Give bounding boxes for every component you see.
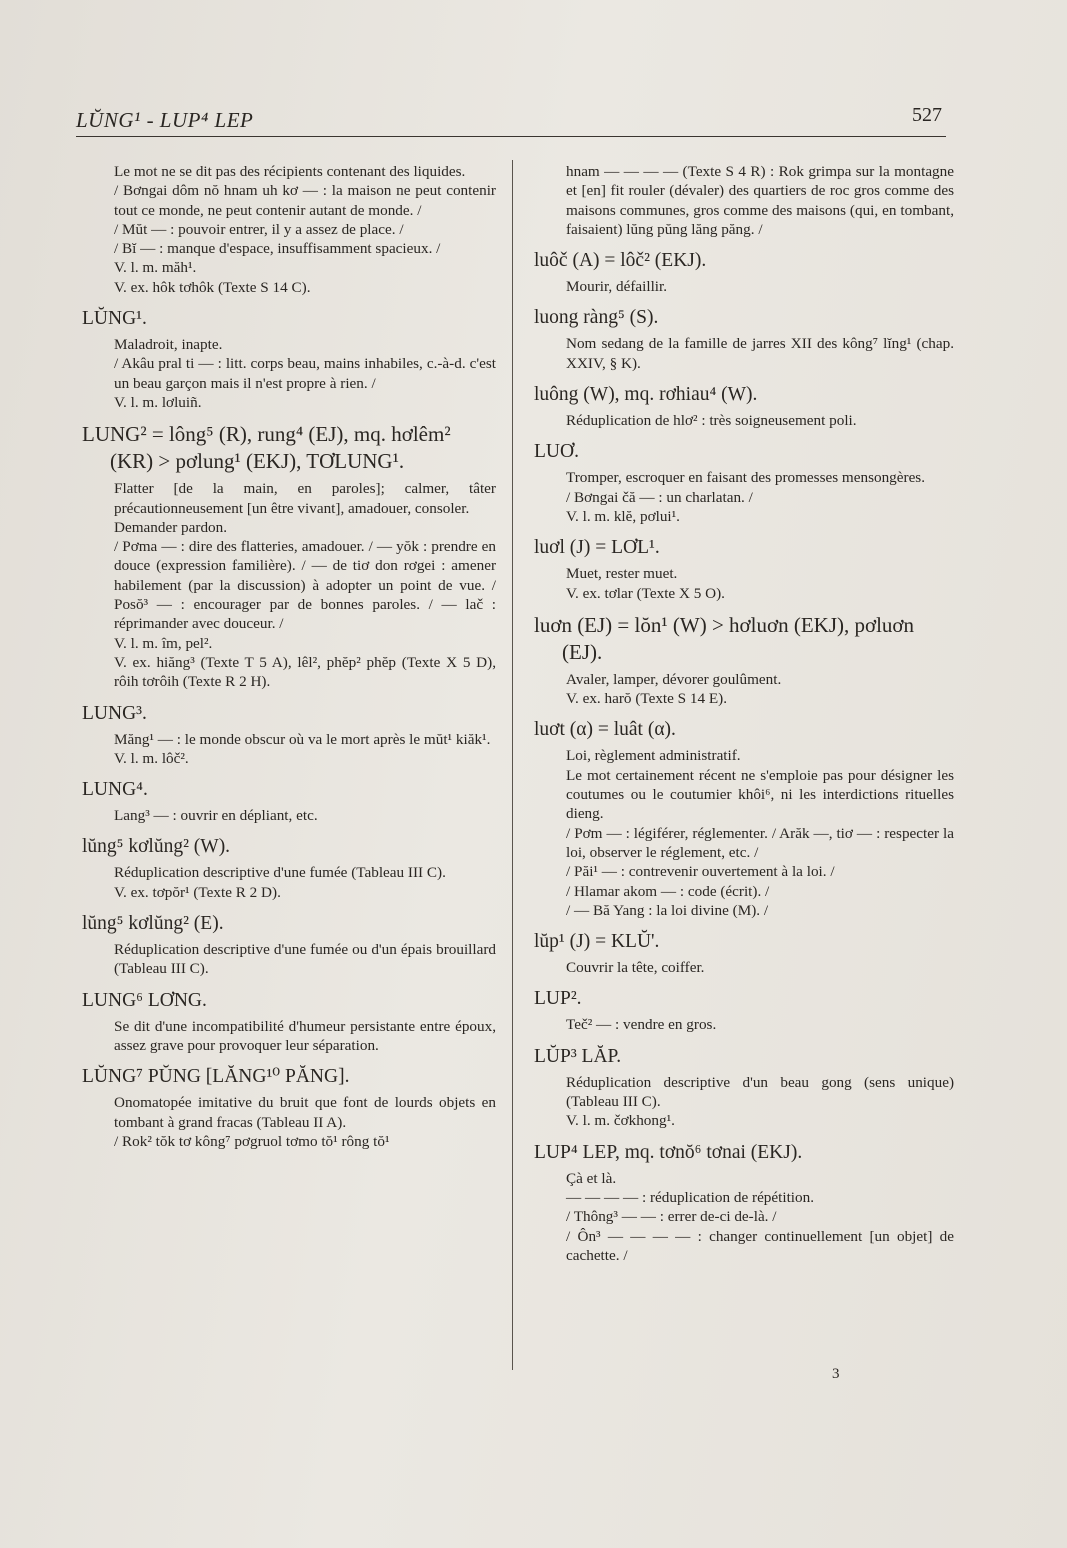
entry-headword: luôč (A) = lôč² (EKJ). — [534, 250, 707, 272]
dictionary-entry — [82, 777, 496, 825]
dictionary-entry — [534, 929, 954, 977]
entry-text: Le mot certainement récent ne s'emploie pas pour désigner les coutumes ou le coutumier khôi⁶, ni les interdictions rituelles dieng. — [566, 766, 954, 823]
entry-text: Réduplication descriptive d'un beau gong (sens unique) (Tableau III C). — [566, 1073, 954, 1111]
entry-text: Lang³ — : ouvrir en dépliant, etc. — [114, 807, 318, 825]
dictionary-entry — [82, 834, 496, 902]
entry-headword: luơn (EJ) = lŏn¹ (W) > hơluơn (EKJ), pơluơn (EJ). — [534, 612, 915, 664]
entry-text: V. ex. tơpŏr¹ (Texte R 2 D). — [114, 883, 281, 901]
signature-mark: 3 — [832, 1366, 840, 1382]
entry-text: — — — — : réduplication de répétition. — [566, 1188, 815, 1206]
entry-text: Réduplication descriptive d'une fumée (Tableau III C). — [114, 864, 446, 882]
entry-text: Le mot ne se dit pas des récipients contenant des liquides. — [114, 163, 466, 180]
entry-headword: LUNG³. — [82, 702, 147, 724]
entry-text: Maladroit, inapte. — [114, 336, 223, 354]
entry-continuation — [82, 162, 496, 297]
entry-text: Mourir, défaillir. — [566, 278, 668, 296]
dictionary-entry — [534, 439, 954, 526]
entry-text: / Thông³ — — : errer de-ci de-là. / — [566, 1208, 777, 1226]
entry-text: Se dit d'une incompatibilité d'humeur persistante entre époux, assez grave pour provoquer leur séparation. — [114, 1017, 496, 1054]
entry-text: hnam — — — — (Texte S 4 R) : Rok grimpa sur la montagne et [en] fit rouler (dévaler) des quartiers de roc gros comme des maisons communes, gros comme des maisons (qui, en tombant, faisaient) lŭng pŭng lăng păng. / — [566, 163, 954, 238]
dictionary-entry — [82, 306, 496, 412]
dictionary-entry — [534, 986, 954, 1034]
right-column — [534, 162, 954, 1274]
entry-text: Couvrir la tête, coiffer. — [566, 959, 705, 977]
entry-text: / Akâu pral ti — : litt. corps beau, mains inhabiles, c.-à-d. c'est un beau garçon mais il n'est propre à rien. / — [114, 355, 496, 392]
entry-text: Tromper, escroquer en faisant des promesses mensongères. — [566, 469, 926, 487]
entry-headword: LUƠ. — [534, 441, 579, 463]
dictionary-entry — [82, 701, 496, 769]
entry-text: Nom sedang de la famille de jarres XII des kông⁷ lĭng¹ (chap. XXIV, § K). — [566, 335, 954, 372]
entry-text: / Mŭt — : pouvoir entrer, il y a assez de place. / — [114, 220, 404, 238]
entry-headword: LUNG⁶ LƠNG. — [82, 989, 207, 1011]
entry-text: Réduplication de hlơ² : très soigneusement poli. — [566, 412, 857, 430]
entry-text: V. l. m. îm, pel². — [114, 634, 213, 652]
running-head: LŬNG¹ - LUP⁴ LEP — [76, 108, 254, 132]
entry-text: Flatter [de la main, en paroles]; calmer, tâter précautionneusement [un être vivant], amadouer, consoler. — [114, 480, 496, 517]
entry-continuation — [534, 162, 954, 239]
entry-headword: luông (W), mq. rơhiau⁴ (W). — [534, 384, 758, 406]
entry-text: V. l. m. klĕ, pơlui¹. — [566, 507, 680, 525]
dictionary-entry — [82, 421, 496, 691]
entry-headword: LŬNG⁷ PŬNG [LĂNG¹⁰ PĂNG]. — [82, 1066, 350, 1088]
column-divider — [512, 160, 513, 1370]
entry-text: / Hlamar akom — : code (écrit). / — [566, 882, 770, 900]
entry-text: Réduplication descriptive d'une fumée ou d'un épais brouillard (Tableau III C). — [114, 941, 496, 978]
dictionary-entry — [534, 305, 954, 373]
entry-text: V. l. m. čơkhong¹. — [566, 1112, 675, 1130]
entry-text: V. ex. hiăng³ (Texte T 5 A), lêl², phĕp² phĕp (Texte X 5 D), rôih tơrôih (Texte R 2 H). — [114, 653, 496, 691]
entry-text: V. ex. tơlar (Texte X 5 O). — [566, 584, 725, 602]
dictionary-entry — [534, 1044, 954, 1131]
entry-headword: lŭng⁵ kơlŭng² (E). — [82, 913, 224, 935]
entry-headword: LUNG⁴. — [82, 779, 148, 801]
entry-text: Măng¹ — : le monde obscur où va le mort après le mŭt¹ kiăk¹. — [114, 730, 491, 748]
dictionary-entry — [534, 535, 954, 603]
dictionary-entry — [82, 911, 496, 979]
dictionary-entry — [534, 717, 954, 920]
entry-headword: luơl (J) = LƠL¹. — [534, 537, 660, 559]
entry-text: / Păi¹ — : contrevenir ouvertement à la loi. / — [566, 863, 835, 881]
entry-text: V. l. m. măh¹. — [114, 259, 197, 277]
entry-text: / Rok² tŏk tơ kông⁷ pơgruol tơmo tŏ¹ rông tŏ¹ — [114, 1132, 390, 1150]
entry-headword: luơt (α) = luât (α). — [534, 719, 676, 741]
entry-headword: LŬNG¹. — [82, 308, 147, 330]
entry-text: / Bơngai dôm nŏ hnam uh kơ — : la maison ne peut contenir tout ce monde, ne peut contenir autant de monde. / — [114, 182, 496, 219]
entry-text: / Ôn³ — — — — : changer continuellement [un objet] de cachette. / — [566, 1227, 954, 1264]
left-column — [82, 162, 496, 1160]
page-header — [76, 106, 946, 137]
dictionary-entry — [82, 988, 496, 1056]
page-number: 527 — [912, 104, 942, 126]
entry-text: / Bơngai čă — : un charlatan. / — [566, 488, 753, 506]
entry-text: / — Bă Yang : la loi divine (M). / — [566, 901, 769, 919]
entry-headword: lŭp¹ (J) = KLŬ'. — [534, 931, 660, 953]
entry-text: / Pơma — : dire des flatteries, amadouer. / — yŏk : prendre en douce (expression familière). / — de tiơ don rơgei : amener habilement (par la discussion) à adopter un point de vue. / Posŏ³ — : encourager par de bonnes paroles. / — lač : réprimander avec douceur. / — [114, 538, 496, 633]
entry-text: Loi, règlement administratif. — [566, 747, 741, 765]
dictionary-entry — [534, 248, 954, 296]
entry-text: Demander pardon. — [114, 518, 228, 536]
entry-headword: LUP⁴ LEP, mq. tơnŏ⁶ tơnai (EKJ). — [534, 1141, 803, 1163]
entry-text: V. l. m. lôč². — [114, 749, 189, 767]
entry-text: V. ex. hôk tơhôk (Texte S 14 C). — [114, 278, 311, 296]
dictionary-entry — [82, 1064, 496, 1151]
entry-text: Avaler, lamper, dévorer goulûment. — [566, 670, 782, 688]
entry-headword: luong ràng⁵ (S). — [534, 307, 659, 329]
entry-text: / Bĭ — : manque d'espace, insuffisamment spacieux. / — [114, 240, 441, 258]
entry-headword: LUNG² = lông⁵ (R), rung⁴ (EJ), mq. hơlêm² (KR) > pơlung¹ (EKJ), TƠLUNG¹. — [82, 422, 451, 474]
entry-text: V. l. m. lơluiñ. — [114, 393, 202, 411]
dictionary-entry — [534, 1140, 954, 1265]
entry-text: V. ex. harŏ (Texte S 14 E). — [566, 690, 728, 708]
entry-text: Onomatopée imitative du bruit que font de lourds objets en tombant à grand fracas (Tableau II A). — [114, 1094, 496, 1131]
entry-text: Teč² — : vendre en gros. — [566, 1016, 717, 1034]
entry-headword: LŬP³ LĂP. — [534, 1045, 622, 1067]
entry-headword: LUP². — [534, 988, 582, 1010]
dictionary-entry — [534, 382, 954, 430]
entry-headword: lŭng⁵ kơlŭng² (W). — [82, 836, 231, 858]
entry-text: Çà et là. — [566, 1169, 617, 1187]
entry-text: / Pơm — : légiférer, réglementer. / Arăk —, tiơ — : respecter la loi, observer le réglement, etc. / — [566, 824, 954, 861]
entry-text: Muet, rester muet. — [566, 565, 678, 583]
dictionary-entry — [534, 612, 954, 709]
